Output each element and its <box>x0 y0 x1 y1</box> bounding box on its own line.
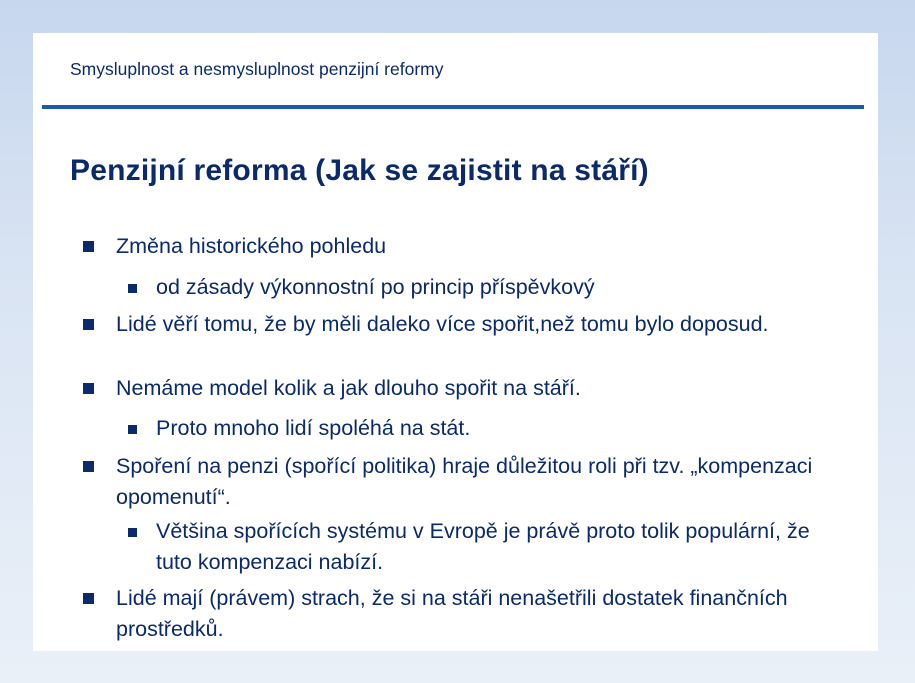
bullet-item <box>116 231 856 262</box>
square-bullet-icon <box>128 284 137 293</box>
sub-bullet-item <box>156 413 846 444</box>
bullet-item <box>116 583 856 645</box>
bullet-text: Lidé věří tomu, že by měli daleko více spořit,než tomu bylo doposud. <box>116 312 769 336</box>
bullet-text: Většina spořících systému v Evropě je právě proto tolik populární, že tuto kompenzaci nabízí. <box>156 519 810 574</box>
bullet-text: Lidé mají (právem) strach, že si na stáři nenašetřili dostatek finančních prostředků. <box>116 586 788 641</box>
bullet-text: Spoření na penzi (spořící politika) hraje důležitou roli při tzv. „kompenzaci opomenutí“. <box>116 454 813 509</box>
bullet-item <box>116 451 856 513</box>
sub-bullet-item <box>156 272 846 303</box>
square-bullet-icon <box>128 425 137 434</box>
slide-title: Penzijní reforma (Jak se zajistit na stáří) <box>70 154 649 187</box>
bullet-item <box>116 309 856 340</box>
square-bullet-icon <box>128 528 137 537</box>
square-bullet-icon <box>83 241 94 252</box>
square-bullet-icon <box>83 319 94 330</box>
square-bullet-icon <box>83 593 94 604</box>
bullet-item <box>116 373 856 404</box>
square-bullet-icon <box>83 383 94 394</box>
header-title: Smysluplnost a nesmysluplnost penzijní reformy <box>70 59 444 79</box>
bullet-text: od zásady výkonnostní po princip příspěvkový <box>156 275 595 299</box>
square-bullet-icon <box>83 461 94 472</box>
sub-bullet-item <box>156 516 846 578</box>
bullet-text: Změna historického pohledu <box>116 234 387 258</box>
header-divider <box>42 105 864 109</box>
bullet-text: Nemáme model kolik a jak dlouho spořit na stáří. <box>116 376 581 400</box>
bullet-text: Proto mnoho lidí spoléhá na stát. <box>156 416 471 440</box>
slide <box>33 33 878 651</box>
